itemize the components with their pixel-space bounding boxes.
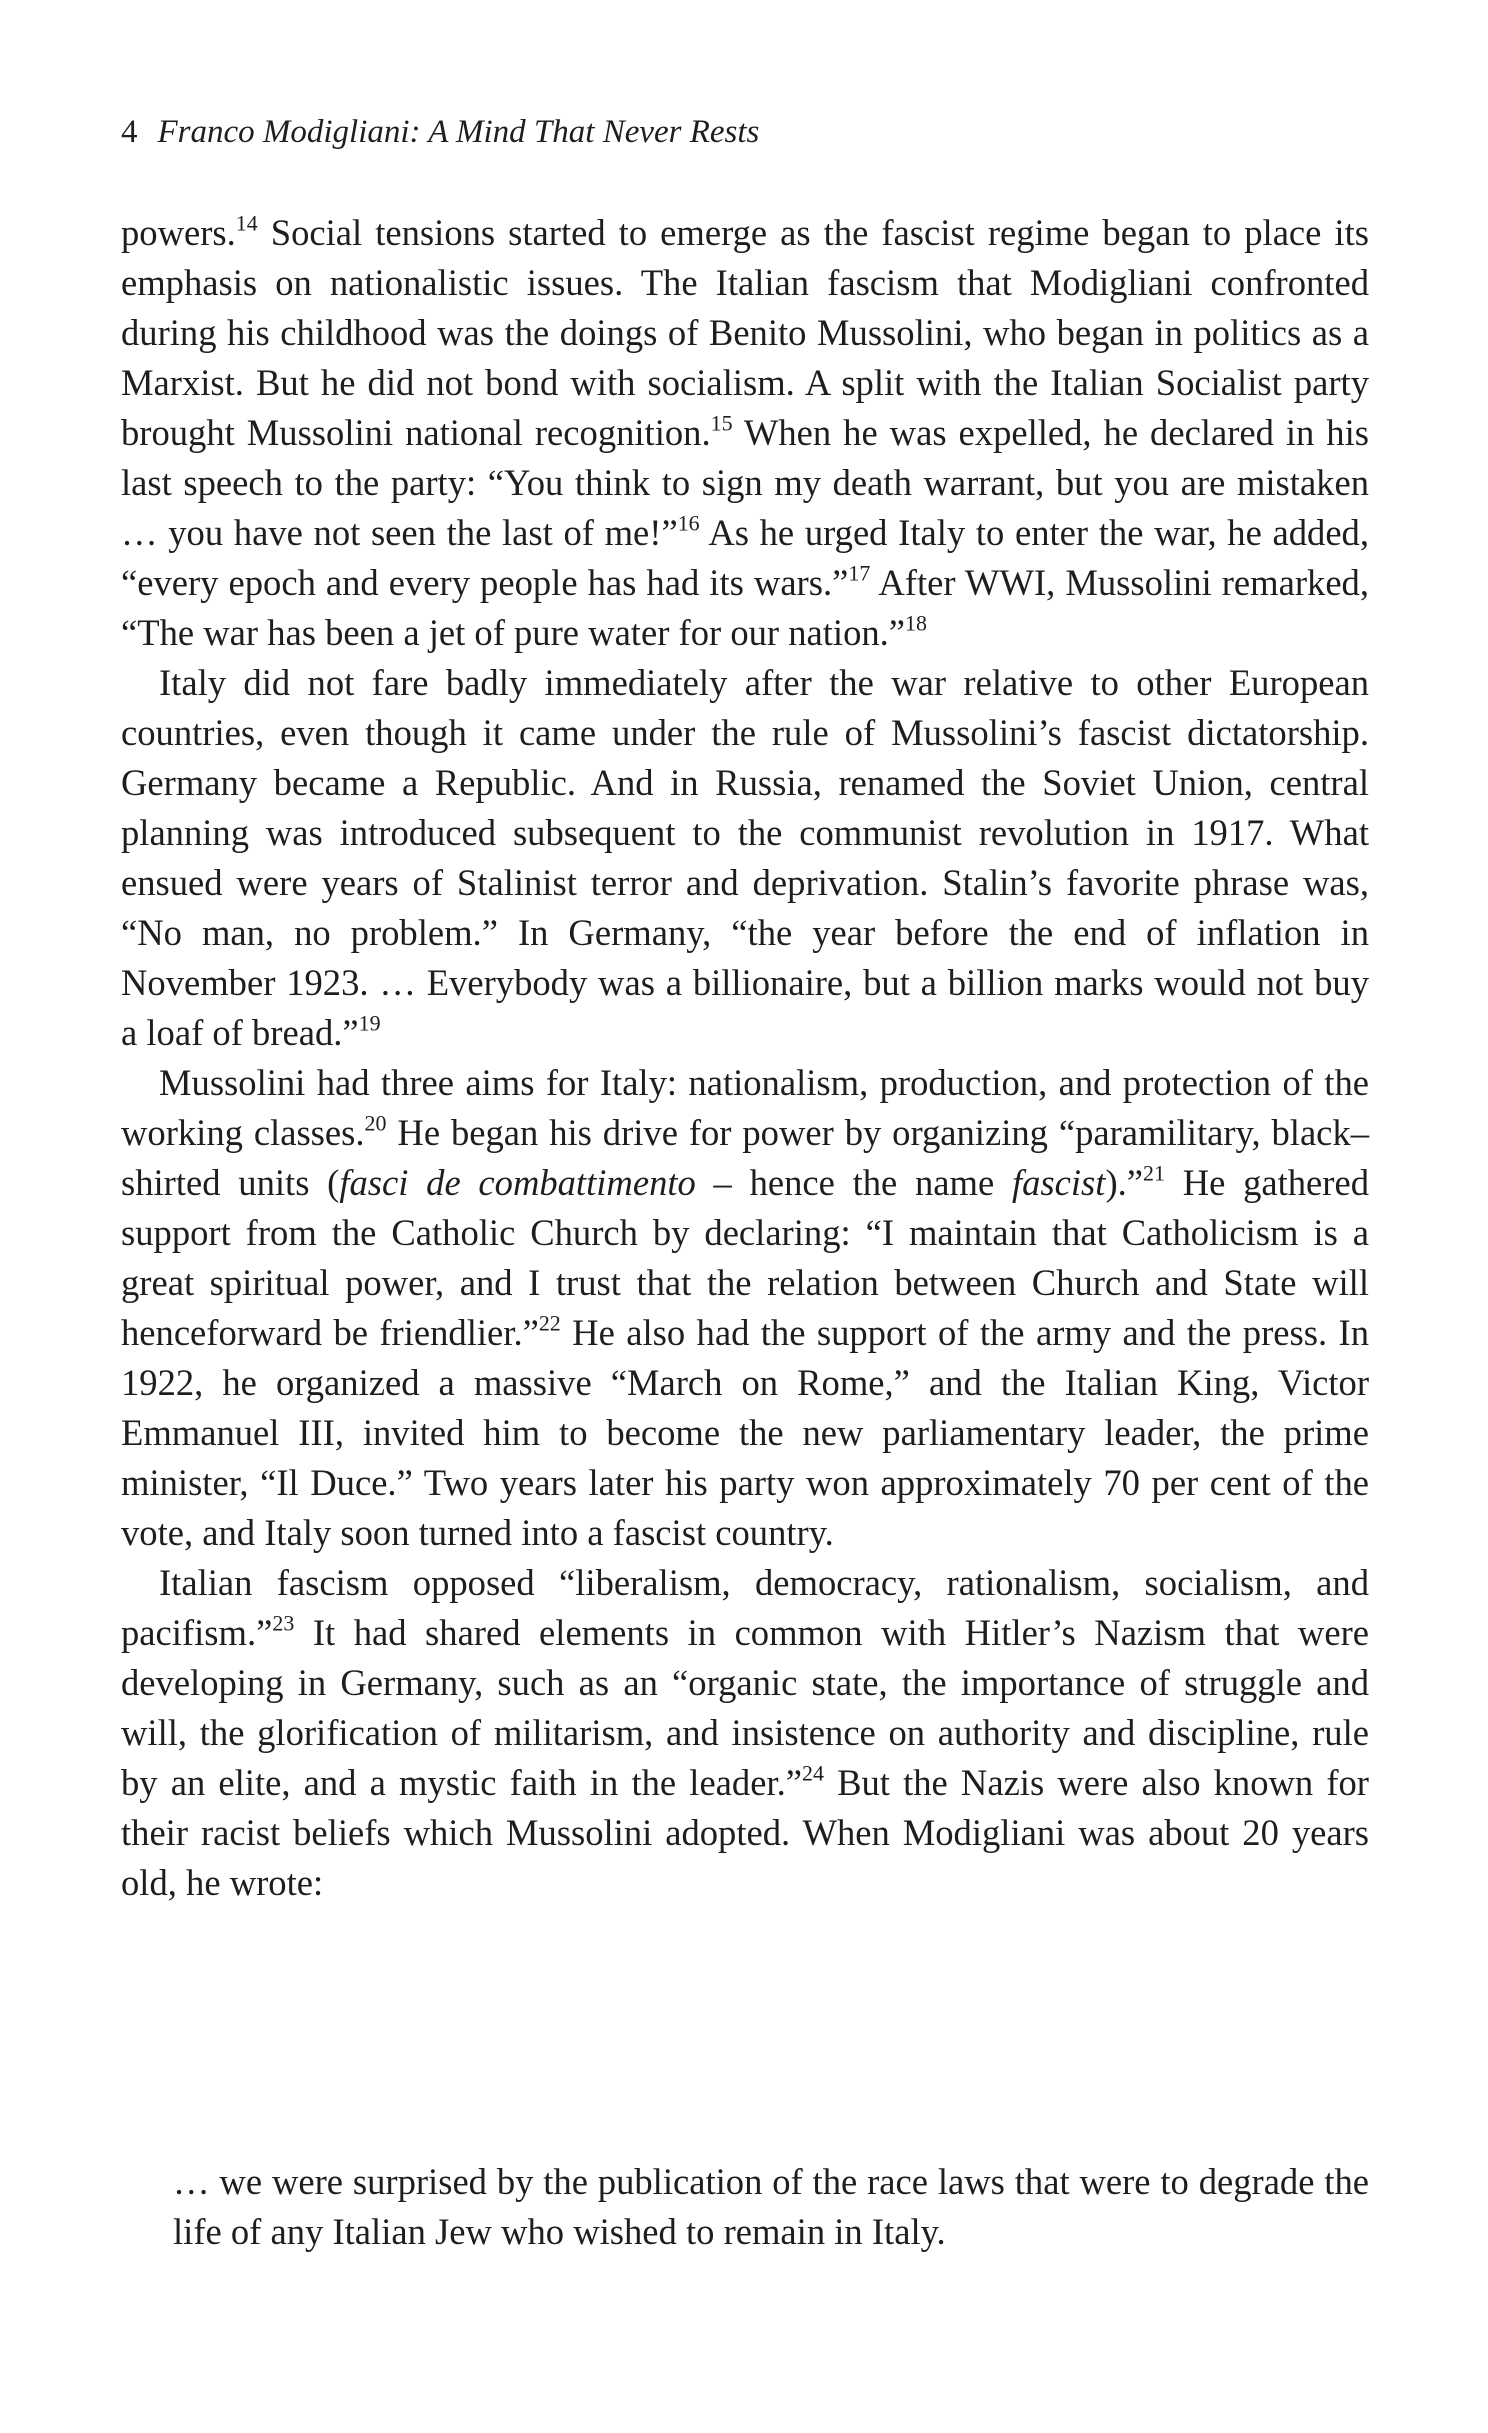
book-title: Franco Modigliani: A Mind That Never Rests bbox=[157, 114, 760, 150]
text-run: powers. bbox=[121, 212, 236, 253]
footnote-marker: 16 bbox=[677, 510, 700, 536]
text-run: Mussolini had three aims for Italy: nationalism, production, and protection of the working classes. bbox=[121, 1062, 1369, 1153]
text-run: Social tensions started to emerge as the fascist regime began to place its emphasis on nationalistic issues. The Italian fascism that Modigliani confronted during his childhood was the doings of Benito Mussolini, who began in politics as a Marxist. But he did not bond with socialism. A split with the Italian Socialist party brought Mussolini national recognition. bbox=[121, 212, 1369, 453]
footnote-marker: 14 bbox=[235, 210, 258, 236]
text-run: He gathered support from the Catholic Church by declaring: “I maintain that Catholicism is a great spiritual power, and I trust that the relation between Church and State will henceforward be friendlier.” bbox=[121, 1162, 1370, 1353]
page-number: 4 bbox=[121, 114, 138, 150]
footnote-marker: 23 bbox=[272, 1610, 295, 1636]
footnote-marker: 22 bbox=[538, 1310, 561, 1336]
text-run: After WWI, Mussolini remarked, “The war has been a jet of pure water for our nation.” bbox=[121, 562, 1369, 653]
text-run: ).” bbox=[1105, 1162, 1144, 1203]
paragraph bbox=[121, 208, 1369, 658]
body-text bbox=[121, 208, 1369, 1908]
paragraph bbox=[121, 658, 1369, 1058]
footnote-marker: 19 bbox=[358, 1010, 381, 1036]
text-run: Italy did not fare badly immediately after the war relative to other European countries, even though it came under the rule of Mussolini’s fascist dictatorship. Germany became a Republic. And in Russia, renamed the Soviet Union, central planning was introduced subsequent to the communist revolution in 1917. What ensued were years of Stalinist terror and deprivation. Stalin’s favorite phrase was, “No man, no problem.” In Germany, “the year before the end of inflation in November 1923. … Everybody was a billionaire, but a billion marks would not buy a loaf of bread.” bbox=[121, 662, 1369, 1053]
footnote-marker: 24 bbox=[801, 1760, 824, 1786]
italic-term: fasci de combattimento bbox=[339, 1162, 696, 1203]
paragraph bbox=[121, 1558, 1369, 1908]
block-quote: … we were surprised by the publication of the race laws that were to degrade the life of any Italian Jew who wished to remain in Italy. bbox=[173, 2161, 1369, 2252]
text-run: He began his drive for power by organizing “paramilitary, black–shirted units ( bbox=[121, 1112, 1369, 1203]
paragraph bbox=[121, 1058, 1369, 1558]
text-run: But the Nazis were also known for their racist beliefs which Mussolini adopted. When Modigliani was about 20 years old, he wrote: bbox=[121, 1762, 1369, 1903]
text-run: As he urged Italy to enter the war, he added, “every epoch and every people has had its wars.” bbox=[121, 512, 1369, 603]
text-run: When he was expelled, he declared in his last speech to the party: “You think to sign my death warrant, but you are mistaken … you have not seen the last of me!” bbox=[121, 412, 1369, 553]
running-header bbox=[121, 112, 759, 152]
footnote-marker: 21 bbox=[1143, 1160, 1165, 1186]
footnote-marker: 15 bbox=[710, 410, 733, 436]
footnote-marker: 17 bbox=[848, 560, 871, 586]
footnote-marker: 18 bbox=[905, 610, 927, 636]
text-run: – hence the name bbox=[695, 1162, 1012, 1203]
text-run: It had shared elements in common with Hitler’s Nazism that were developing in Germany, such as an “organic state, the importance of struggle and will, the glorification of militarism, and insistence on authority and discipline, rule by an elite, and a mystic faith in the leader.” bbox=[121, 1612, 1369, 1803]
text-run: He also had the support of the army and the press. In 1922, he organized a massive “March on Rome,” and the Italian King, Victor Emmanuel III, invited him to become the new parliamentary leader, the prime minister, “Il Duce.” Two years later his party won approximately 70 per cent of the vote, and Italy soon turned into a fascist country. bbox=[121, 1312, 1369, 1553]
italic-term: fascist bbox=[1011, 1162, 1106, 1203]
text-run: Italian fascism opposed “liberalism, democracy, rationalism, socialism, and pacifism.” bbox=[121, 1562, 1369, 1653]
footnote-marker: 20 bbox=[364, 1110, 387, 1136]
